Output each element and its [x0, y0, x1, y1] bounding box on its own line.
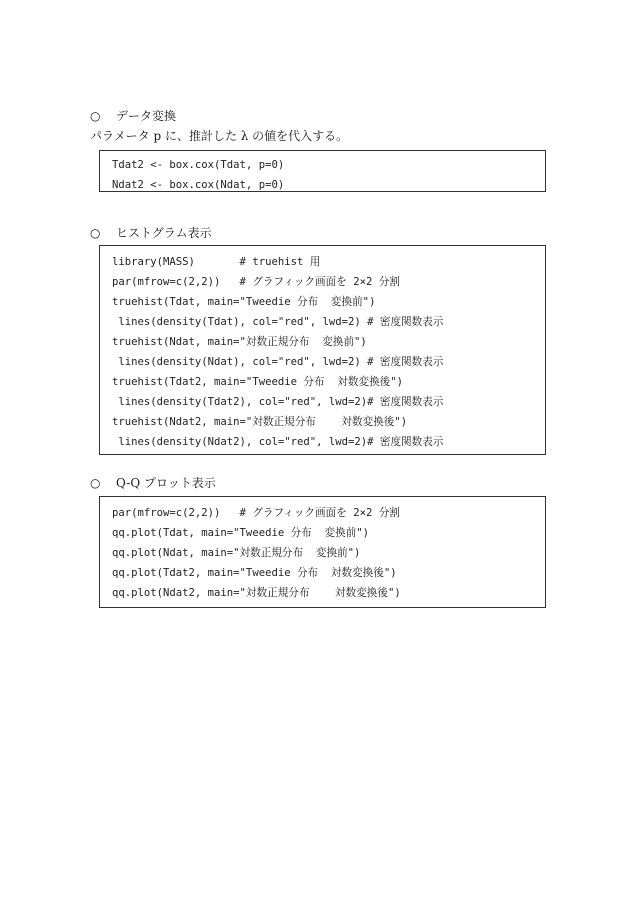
- section-heading-qq-plot: [90, 475, 216, 491]
- circle-bullet-icon: ○: [90, 109, 101, 123]
- code-line: library(MASS) # truehist 用: [112, 256, 321, 268]
- section-title: Q-Q プロット表示: [116, 476, 216, 490]
- code-line: truehist(Ndat2, main="対数正規分布 対数変換後"): [112, 416, 408, 428]
- code-box-qq-plot: [99, 496, 546, 608]
- section-heading-data-transform: [90, 108, 176, 124]
- code-line: qq.plot(Ndat, main="対数正規分布 変換前"): [112, 547, 361, 559]
- code-line: par(mfrow=c(2,2)) # グラフィック画面を 2×2 分割: [112, 507, 400, 519]
- section-title: ヒストグラム表示: [116, 226, 212, 240]
- code-line: qq.plot(Tdat, main="Tweedie 分布 変換前"): [112, 527, 370, 539]
- code-box-data-transform: [99, 150, 546, 192]
- code-line: lines(density(Tdat), col="red", lwd=2) # 密度関数表示: [112, 316, 444, 328]
- code-line: lines(density(Ndat), col="red", lwd=2) # 密度関数表示: [112, 356, 444, 368]
- code-line: truehist(Tdat, main="Tweedie 分布 変換前"): [112, 296, 376, 308]
- section-title: データ変換: [116, 109, 177, 123]
- code-line: qq.plot(Tdat2, main="Tweedie 分布 対数変換後"): [112, 567, 397, 579]
- circle-bullet-icon: ○: [90, 226, 101, 240]
- code-box-histogram: [99, 245, 546, 455]
- code-line: truehist(Ndat, main="対数正規分布 変換前"): [112, 336, 367, 348]
- code-line: lines(density(Ndat2), col="red", lwd=2)# 密度関数表示: [112, 436, 444, 448]
- code-line: Tdat2 <- box.cox(Tdat, p=0): [112, 159, 285, 171]
- circle-bullet-icon: ○: [90, 476, 101, 490]
- code-line: truehist(Tdat2, main="Tweedie 分布 対数変換後"): [112, 376, 404, 388]
- section-heading-histogram: [90, 225, 212, 241]
- code-line: par(mfrow=c(2,2)) # グラフィック画面を 2×2 分割: [112, 276, 400, 288]
- code-line: Ndat2 <- box.cox(Ndat, p=0): [112, 179, 285, 191]
- code-line: lines(density(Tdat2), col="red", lwd=2)# 密度関数表示: [112, 396, 444, 408]
- code-line: qq.plot(Ndat2, main="対数正規分布 対数変換後"): [112, 587, 401, 599]
- section-description: パラメータ p に、推計した λ の値を代入する。: [90, 129, 349, 143]
